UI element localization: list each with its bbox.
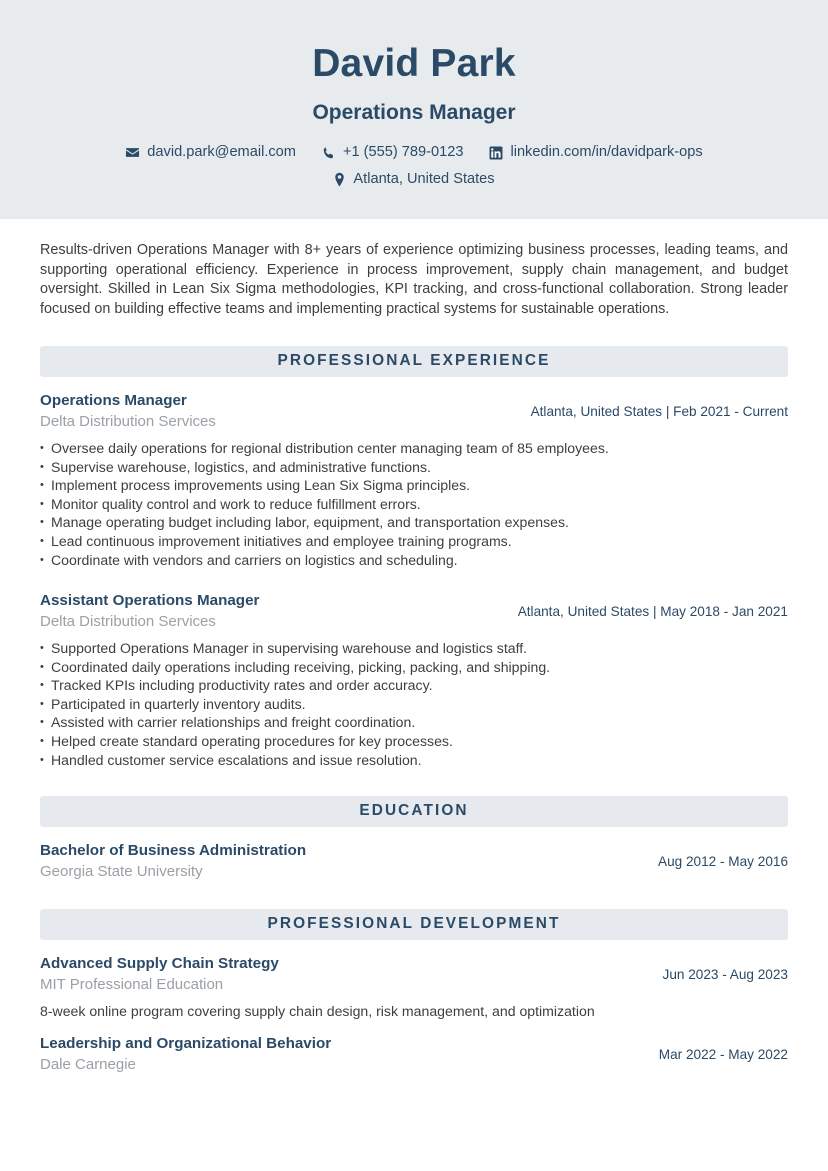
contact-location[interactable]	[333, 171, 494, 189]
section-header-experience	[40, 346, 788, 377]
bullet-item: • Participated in quarterly inventory audits.	[40, 695, 788, 714]
bullet-item: • Supervise warehouse, logistics, and administrative functions.	[40, 458, 788, 477]
entry-dates: Aug 2012 - May 2016	[658, 853, 788, 869]
entry-header	[40, 841, 788, 882]
linkedin-icon	[489, 146, 503, 160]
entry-title: Leadership and Organizational Behavior	[40, 1035, 332, 1053]
entry-title: Bachelor of Business Administration	[40, 842, 307, 860]
entry-left	[40, 1034, 641, 1075]
entry-organization: Delta Distribution Services	[40, 613, 216, 631]
entry-left	[40, 841, 640, 882]
entry-left	[40, 391, 513, 432]
contact-email-text: david.park@email.com	[147, 144, 296, 161]
entry-header	[40, 591, 788, 632]
entry-description: 8-week online program covering supply chain design, risk management, and optimization	[40, 1002, 595, 1019]
contact-email[interactable]	[125, 144, 296, 162]
bullet-item: • Tracked KPIs including productivity rates and order accuracy.	[40, 676, 788, 695]
entry-left	[40, 591, 500, 632]
entry-spacer	[40, 569, 788, 591]
contact-linkedin-text: linkedin.com/in/davidpark-ops	[510, 144, 703, 161]
bullet-item: • Coordinated daily operations including receiving, picking, packing, and shipping.	[40, 658, 788, 677]
entry-title: Assistant Operations Manager	[40, 592, 260, 610]
entry-title: Operations Manager	[40, 392, 187, 410]
entry-bullets	[40, 639, 788, 769]
bullet-item: • Coordinate with vendors and carriers on logistics and scheduling.	[40, 551, 788, 570]
entry-organization: Dale Carnegie	[40, 1056, 136, 1074]
bullet-item: • Implement process improvements using Lean Six Sigma principles.	[40, 476, 788, 495]
entry-dates: Jun 2023 - Aug 2023	[662, 966, 788, 982]
entry-organization: Delta Distribution Services	[40, 413, 216, 431]
contact-phone[interactable]	[322, 144, 464, 162]
entry-spacer	[40, 1020, 788, 1034]
development-entry	[40, 1034, 788, 1075]
entry-organization: MIT Professional Education	[40, 975, 224, 993]
bullet-item: • Manage operating budget including labor, equipment, and transportation expenses.	[40, 513, 788, 532]
entry-header	[40, 391, 788, 432]
phone-icon	[322, 146, 336, 160]
entry-location-dates: Atlanta, United States | May 2018 - Jan 2021	[517, 604, 788, 620]
entry-bullets	[40, 439, 788, 569]
development-entry	[40, 954, 788, 1020]
bullet-item: • Supported Operations Manager in supervising warehouse and logistics staff.	[40, 639, 788, 658]
section-title-experience: PROFESSIONAL EXPERIENCE	[277, 352, 551, 370]
entry-left	[40, 954, 645, 995]
candidate-name: David Park	[312, 42, 516, 85]
section-title-development: PROFESSIONAL DEVELOPMENT	[267, 914, 561, 932]
bullet-item: • Helped create standard operating procedures for key processes.	[40, 732, 788, 751]
candidate-job-title: Operations Manager	[312, 100, 516, 124]
entry-header	[40, 954, 788, 995]
contact-location-text: Atlanta, United States	[353, 170, 495, 187]
experience-entry	[40, 591, 788, 769]
location-pin-icon	[333, 172, 346, 187]
contact-phone-text: +1 (555) 789-0123	[342, 144, 464, 161]
bullet-item: • Oversee daily operations for regional distribution center managing team of 85 employees.	[40, 439, 788, 458]
bullet-item: • Lead continuous improvement initiatives and employee training programs.	[40, 532, 788, 551]
professional-summary: Results-driven Operations Manager with 8+ years of experience optimizing business processes, leading teams, and supporting operational efficiency. Experience in process improvement, supply chain management, and budget oversight. Skilled in Lean Six Sigma methodologies, KPI tracking, and cross-functional collaboration. Strong leader focused on building effective teams and implementing practical systems for sustainable operations.	[40, 242, 788, 317]
section-title-education: EDUCATION	[359, 802, 469, 820]
email-icon	[125, 145, 140, 160]
resume-header	[0, 0, 828, 219]
contact-linkedin[interactable]	[489, 144, 702, 162]
section-header-development	[40, 909, 788, 940]
entry-header	[40, 1034, 788, 1075]
contact-row-location	[40, 171, 788, 189]
bullet-item: • Handled customer service escalations and issue resolution.	[40, 751, 788, 770]
entry-title: Advanced Supply Chain Strategy	[40, 954, 279, 972]
bullet-item: • Assisted with carrier relationships and freight coordination.	[40, 713, 788, 732]
entry-dates: Mar 2022 - May 2022	[658, 1047, 788, 1062]
section-header-education	[40, 796, 788, 827]
resume-content	[0, 241, 828, 1075]
entry-organization: Georgia State University	[40, 863, 203, 881]
contact-row-primary	[40, 144, 788, 162]
entry-location-dates: Atlanta, United States | Feb 2021 - Current	[530, 404, 788, 420]
experience-entry	[40, 391, 788, 569]
education-entry	[40, 841, 788, 882]
bullet-item: • Monitor quality control and work to reduce fulfillment errors.	[40, 495, 788, 514]
